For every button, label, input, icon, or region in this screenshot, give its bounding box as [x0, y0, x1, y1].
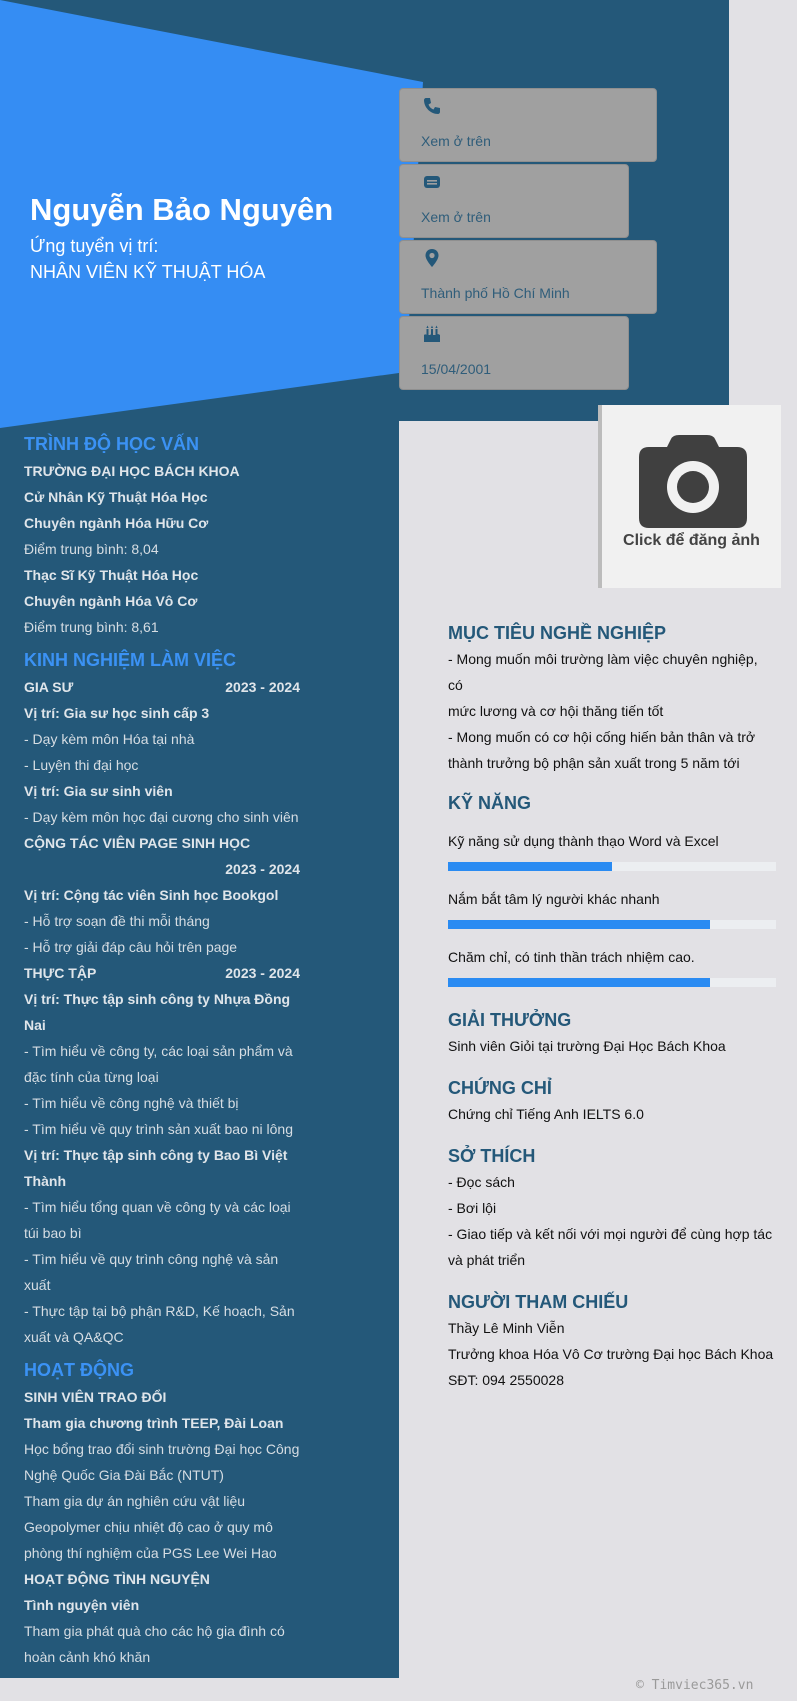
skill-level	[448, 862, 612, 871]
photo-upload-label: Click để đăng ảnh	[623, 532, 760, 549]
activity-detail: Tham gia dự án nghiên cứu vật liệu	[24, 1493, 246, 1509]
camera-icon	[639, 435, 747, 528]
experience-role: Vị trí: Thực tập sinh công ty Bao Bì Việt	[24, 1147, 288, 1163]
certificates-title: CHỨNG CHỈ	[448, 1078, 552, 1098]
activity-org: HOẠT ĐỘNG TÌNH NGUYỆN	[24, 1571, 210, 1587]
watermark: © Timviec365.vn	[636, 1678, 754, 1693]
experience-company: GIA SƯ	[24, 679, 74, 695]
skill-label: Nắm bắt tâm lý người khác nhanh	[448, 891, 660, 907]
hobby-line: - Đọc sách	[448, 1174, 515, 1190]
activity-detail: Tham gia phát quà cho các hộ gia đình có	[24, 1623, 285, 1639]
activity-role: Tình nguyện viên	[24, 1597, 140, 1613]
position-title: NHÂN VIÊN KỸ THUẬT HÓA	[30, 262, 266, 282]
experience-period: 2023 - 2024	[225, 965, 300, 981]
certificate-line: Chứng chỉ Tiếng Anh IELTS 6.0	[448, 1106, 644, 1122]
contact-email	[399, 164, 629, 238]
objective-line: - Mong muốn môi trường làm việc chuyên nghiệp, có	[448, 651, 758, 693]
map-marker-icon	[422, 248, 442, 268]
experience-detail: - Luyện thi đại học	[24, 757, 139, 773]
experience-detail: xuất	[24, 1277, 51, 1293]
education-gpa: Điểm trung bình: 8,61	[24, 619, 159, 635]
experience-detail: túi bao bì	[24, 1225, 82, 1241]
hobby-line: và phát triển	[448, 1252, 526, 1268]
activity-detail: Học bổng trao đổi sinh trường Đại học Công	[24, 1441, 300, 1457]
experience-company: CỘNG TÁC VIÊN PAGE SINH HỌC	[24, 835, 251, 851]
activity-detail: Geopolymer chịu nhiệt độ cao ở quy mô	[24, 1519, 273, 1535]
education-major: Chuyên ngành Hóa Hữu Cơ	[24, 515, 209, 531]
experience-detail: - Hỗ trợ giải đáp câu hỏi trên page	[24, 939, 238, 955]
activity-detail: hoàn cảnh khó khăn	[24, 1649, 151, 1665]
apply-label: Ứng tuyển vị trí:	[30, 236, 159, 256]
experience-title: KINH NGHIỆM LÀM VIỆC	[24, 650, 237, 670]
photo-upload[interactable]	[598, 405, 781, 588]
experience-detail: - Dạy kèm môn Hóa tại nhà	[24, 731, 195, 747]
application-info	[30, 233, 265, 285]
experience-detail: xuất và QA&QC	[24, 1329, 124, 1345]
reference-line: Thầy Lê Minh Viễn	[448, 1320, 565, 1336]
envelope-icon	[422, 172, 442, 192]
activities-title: HOẠT ĐỘNG	[24, 1360, 134, 1380]
experience-role: Vị trí: Gia sư sinh viên	[24, 783, 173, 799]
education-gpa: Điểm trung bình: 8,04	[24, 541, 159, 557]
skills-title: KỸ NĂNG	[448, 793, 532, 813]
skill-level	[448, 920, 710, 929]
experience-detail: - Tìm hiểu về công nghệ và thiết bị	[24, 1095, 239, 1111]
contact-birthday	[399, 316, 629, 390]
contact-phone	[399, 88, 657, 162]
objective-title: MỤC TIÊU NGHỀ NGHIỆP	[448, 623, 667, 643]
experience-period: 2023 - 2024	[225, 861, 300, 877]
experience-role: Vị trí: Gia sư học sinh cấp 3	[24, 705, 210, 721]
experience-role: Vị trí: Thực tập sinh công ty Nhựa Đồng Nai	[24, 991, 291, 1033]
activity-role: Tham gia chương trình TEEP, Đài Loan	[24, 1415, 284, 1431]
email-text: Xem ở trên	[421, 209, 491, 225]
experience-detail: - Tìm hiểu về quy trình công nghệ và sản	[24, 1251, 279, 1267]
education-title: TRÌNH ĐỘ HỌC VẤN	[24, 434, 199, 454]
experience-role: Thành	[24, 1173, 66, 1189]
address-text: Thành phố Hồ Chí Minh	[421, 285, 570, 301]
experience-header	[24, 960, 300, 986]
education-major: Chuyên ngành Hóa Vô Cơ	[24, 593, 198, 609]
reference-title: NGƯỜI THAM CHIẾU	[448, 1292, 629, 1312]
skill-bar	[448, 920, 776, 929]
skill-label: Chăm chỉ, có tinh thần trách nhiệm cao.	[448, 949, 695, 965]
experience-role: Vị trí: Cộng tác viên Sinh học Bookgol	[24, 887, 279, 903]
birthday-cake-icon	[422, 324, 442, 344]
activity-detail: Nghệ Quốc Gia Đài Bắc (NTUT)	[24, 1467, 224, 1483]
experience-detail: - Dạy kèm môn học đại cương cho sinh viên	[24, 809, 299, 825]
education-degree: Thạc Sĩ Kỹ Thuật Hóa Học	[24, 567, 199, 583]
experience-detail: - Tìm hiểu về công ty, các loại sản phẩm và	[24, 1043, 293, 1059]
skill-level	[448, 978, 710, 987]
awards-title: GIẢI THƯỞNG	[448, 1010, 572, 1030]
reference-line: SĐT: 094 2550028	[448, 1372, 564, 1388]
phone-icon	[422, 96, 442, 116]
left-column	[24, 430, 300, 1670]
objective-line: thành trưởng bộ phận sản xuất trong 5 năm tới	[448, 755, 740, 771]
skill-label: Kỹ năng sử dụng thành thạo Word và Excel	[448, 833, 719, 849]
experience-header	[24, 674, 300, 700]
activity-org: SINH VIÊN TRAO ĐỔI	[24, 1389, 167, 1405]
skill-bar	[448, 862, 776, 871]
reference-line: Trưởng khoa Hóa Vô Cơ trường Đại học Bách Khoa	[448, 1346, 774, 1362]
birthday-text: 15/04/2001	[421, 361, 492, 377]
experience-company: THỰC TẬP	[24, 965, 97, 981]
objective-line: mức lương và cơ hội thăng tiến tốt	[448, 703, 664, 719]
activity-detail: phòng thí nghiệm của PGS Lee Wei Hao	[24, 1545, 277, 1561]
contact-address	[399, 240, 657, 314]
education-school: TRƯỜNG ĐẠI HỌC BÁCH KHOA	[24, 463, 240, 479]
experience-detail: - Tìm hiểu tổng quan về công ty và các loại	[24, 1199, 291, 1215]
skill-bar	[448, 978, 776, 987]
experience-detail: - Tìm hiểu về quy trình sản xuất bao ni lông	[24, 1121, 294, 1137]
hobby-line: - Bơi lội	[448, 1200, 497, 1216]
phone-text: Xem ở trên	[421, 133, 491, 149]
experience-detail: - Hỗ trợ soạn đề thi mỗi tháng	[24, 913, 210, 929]
right-column	[448, 620, 776, 1393]
experience-period: 2023 - 2024	[225, 679, 300, 695]
award-line: Sinh viên Giỏi tại trường Đại Học Bách Khoa	[448, 1038, 726, 1054]
objective-line: - Mong muốn có cơ hội cống hiến bản thân và trở	[448, 729, 756, 745]
hobbies-title: SỞ THÍCH	[448, 1146, 536, 1166]
experience-detail: - Thực tập tại bộ phận R&D, Kế hoạch, Sản	[24, 1303, 295, 1319]
experience-detail: đặc tính của từng loại	[24, 1069, 159, 1085]
education-degree: Cử Nhân Kỹ Thuật Hóa Học	[24, 489, 208, 505]
hobby-line: - Giao tiếp và kết nối với mọi người để cùng hợp tác	[448, 1226, 773, 1242]
candidate-name: Nguyễn Bảo Nguyên	[30, 192, 334, 227]
